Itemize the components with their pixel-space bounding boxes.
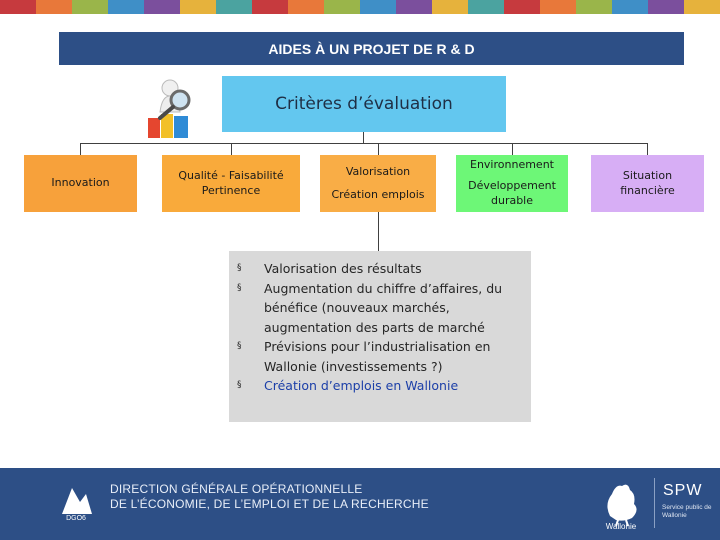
top-color-stripe	[0, 0, 720, 14]
criterion-qualite-line2: Pertinence	[201, 183, 261, 197]
stripe-segment	[540, 0, 576, 14]
stripe-segment	[684, 0, 720, 14]
list-item-text: Augmentation du chiffre d’affaires, du bénéfice (nouveaux marchés, augmentation des parts de marché	[264, 280, 503, 335]
stripe-segment	[108, 0, 144, 14]
magnifier-folders-icon	[140, 76, 200, 140]
page-title-text: AIDES À UN PROJET DE R & D	[268, 40, 475, 57]
stripe-segment	[468, 0, 504, 14]
list-item	[237, 259, 527, 279]
list-item	[237, 279, 527, 338]
spw-logo: SPW	[663, 482, 703, 499]
wallonie-label: Wallonie	[605, 522, 637, 531]
criterion-qualite-line1: Qualité - Faisabilité	[178, 169, 284, 182]
connector-environnement	[512, 143, 513, 155]
criterion-innovation	[24, 155, 137, 212]
connector-qualite	[231, 143, 232, 155]
bullet-icon: §	[237, 380, 242, 390]
valorisation-details-list	[237, 259, 527, 396]
footer-line2: DE L’ÉCONOMIE, DE L’EMPLOI ET DE LA RECHERCHE	[110, 497, 429, 511]
connector-horizontal	[80, 143, 648, 144]
criterion-situation	[591, 155, 704, 212]
criterion-situation-label: Situation financière	[620, 168, 675, 197]
stripe-segment	[360, 0, 396, 14]
stripe-segment	[576, 0, 612, 14]
list-item-text: Valorisation des résultats	[264, 261, 422, 276]
connector-innovation	[80, 143, 81, 155]
stripe-segment	[396, 0, 432, 14]
stripe-segment	[72, 0, 108, 14]
bullet-icon: §	[237, 282, 242, 293]
footer-line1: DIRECTION GÉNÉRALE OPÉRATIONNELLE	[110, 482, 363, 496]
stripe-segment	[648, 0, 684, 14]
list-item	[237, 376, 527, 396]
list-item	[237, 337, 527, 376]
page-title	[59, 32, 684, 65]
connector-valorisation	[378, 143, 379, 155]
stripe-segment	[216, 0, 252, 14]
evaluation-criteria-label: Critères d’évaluation	[275, 94, 453, 114]
stripe-segment	[288, 0, 324, 14]
list-item-text: Création d’emplois en Wallonie	[264, 378, 459, 393]
stripe-segment	[612, 0, 648, 14]
stripe-segment	[180, 0, 216, 14]
evaluation-criteria-box	[222, 76, 506, 132]
stripe-segment	[504, 0, 540, 14]
svg-text:DGO6: DGO6	[66, 515, 86, 522]
criterion-valorisation	[320, 155, 436, 212]
criterion-environnement-line2: Développement durable	[468, 179, 556, 207]
criterion-qualite	[162, 155, 300, 212]
criterion-environnement	[456, 155, 568, 212]
stripe-segment	[144, 0, 180, 14]
criterion-valorisation-line2: Création emplois	[331, 187, 425, 201]
criterion-environnement-line1: Environnement	[470, 158, 554, 172]
criterion-innovation-label: Innovation	[51, 176, 110, 190]
dgo6-logo	[58, 480, 94, 522]
criterion-valorisation-line1: Valorisation	[345, 164, 411, 178]
connector-situation	[647, 143, 648, 155]
stripe-segment	[0, 0, 36, 14]
footer-divider	[654, 478, 655, 528]
stripe-segment	[36, 0, 72, 14]
connector-details	[378, 212, 379, 251]
footer	[0, 468, 720, 540]
spw-subtitle: Service public de Wallonie	[662, 504, 712, 519]
stripe-segment	[252, 0, 288, 14]
list-item-text: Prévisions pour l’industrialisation en Wallonie (investissements ?)	[264, 339, 491, 374]
footer-direction-text	[110, 482, 429, 512]
valorisation-details-box	[229, 251, 531, 422]
stripe-segment	[432, 0, 468, 14]
bullet-icon: §	[237, 341, 242, 351]
bullet-icon: §	[237, 263, 242, 273]
stripe-segment	[324, 0, 360, 14]
